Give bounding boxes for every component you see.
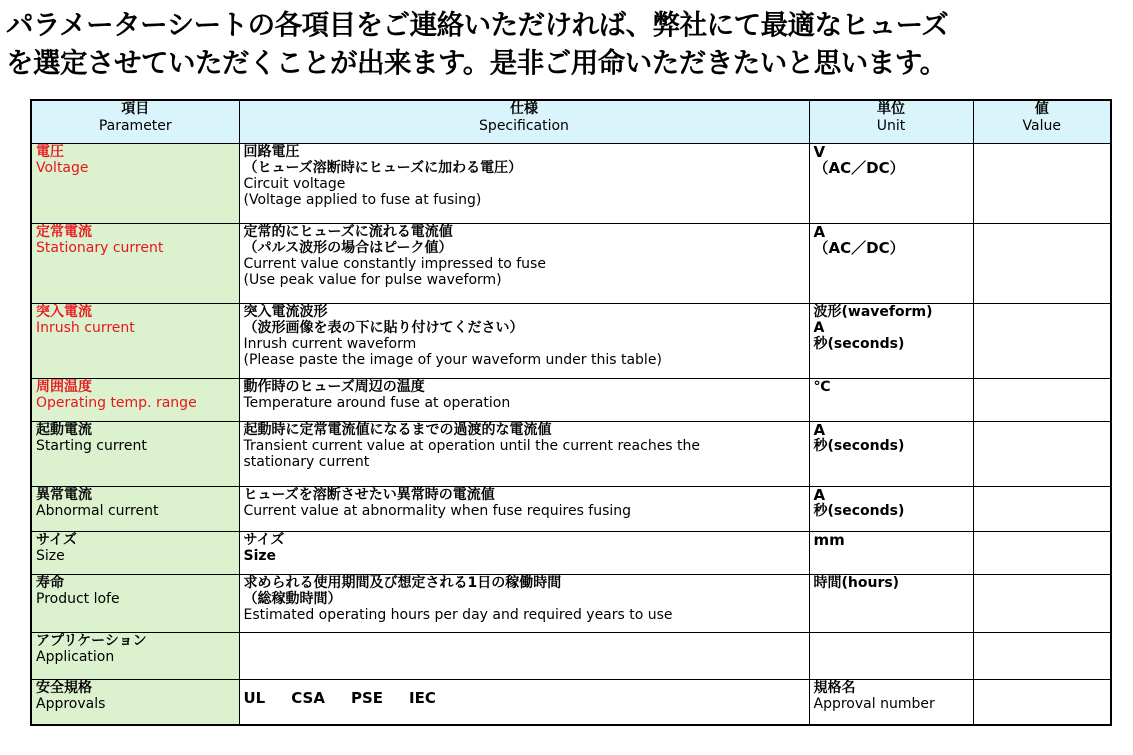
intro-line-1: パラメーターシートの各項目をご連絡いただければ、弊社にて最適なヒューズ [6, 9, 949, 41]
spec-line: （波形画像を表の下に貼り付けてください） [243, 320, 524, 336]
param-ja: 電圧 [36, 144, 64, 160]
param-ja: 異常電流 [36, 487, 92, 503]
spec-line: (Please paste the image of your waveform under this table) [243, 352, 662, 368]
spec-line: (Use peak value for pulse waveform) [243, 272, 502, 288]
header-value-ja: 値 [1034, 101, 1049, 117]
spec-line: 求められる使用期間及び想定される1日の稼働時間 [243, 575, 562, 591]
spec-cell [239, 379, 809, 422]
header-unit-en: Unit [876, 118, 906, 134]
param-ja: 安全規格 [36, 680, 92, 696]
value-input-cell[interactable] [973, 487, 1111, 532]
header-parameter-ja: 項目 [121, 101, 150, 117]
approvals-list [244, 680, 805, 706]
unit-cell [809, 487, 973, 532]
value-input-cell[interactable] [973, 532, 1111, 575]
param-ja: 起動電流 [36, 422, 92, 438]
spec-line: Size [243, 548, 277, 564]
unit-line: （AC／DC） [813, 159, 905, 177]
spec-input-cell[interactable] [239, 633, 809, 680]
param-ja: サイズ [36, 532, 77, 548]
table-row-operating-temp [31, 379, 1111, 422]
spec-cell [239, 575, 809, 633]
spec-line: Estimated operating hours per day and required years to use [243, 607, 673, 623]
spec-line: Temperature around fuse at operation [243, 395, 511, 411]
spec-cell [239, 422, 809, 487]
spec-line: （ヒューズ溶断時にヒューズに加わる電圧） [243, 160, 523, 176]
spec-line: Current value at abnormality when fuse requires fusing [243, 503, 632, 519]
spec-cell [239, 304, 809, 379]
unit-line: V [813, 143, 826, 161]
spec-line: 起動時に定常電流値になるまでの過渡的な電流値 [243, 422, 552, 438]
table-row-application [31, 633, 1111, 680]
param-en: Approvals [36, 696, 106, 712]
spec-line: 定常的にヒューズに流れる電流値 [243, 224, 453, 240]
value-input-cell[interactable] [973, 680, 1111, 725]
table-row-abnormal-current [31, 487, 1111, 532]
spec-cell [239, 532, 809, 575]
param-en: Starting current [36, 438, 147, 454]
unit-cell [809, 304, 973, 379]
unit-line: A [813, 486, 826, 504]
unit-line: A [813, 223, 826, 241]
value-input-cell[interactable] [973, 379, 1111, 422]
unit-line: 秒(seconds) [813, 336, 905, 352]
unit-line: 波形(waveform) [813, 304, 933, 320]
unit-cell [809, 633, 973, 680]
param-ja: 突入電流 [36, 304, 92, 320]
table-header-row [31, 100, 1111, 144]
header-parameter [31, 100, 239, 144]
spec-cell [239, 680, 809, 725]
unit-cell [809, 144, 973, 224]
param-ja: 寿命 [36, 575, 64, 591]
header-specification-ja: 仕様 [510, 101, 538, 117]
param-cell [31, 144, 239, 224]
unit-line: Approval number [813, 696, 935, 712]
intro-line-2: を選定させていただくことが出来ます。是非ご用命いただきたいと思います。 [6, 47, 947, 79]
value-input-cell[interactable] [973, 575, 1111, 633]
spec-line: Transient current value at operation until the current reaches the [243, 438, 701, 454]
value-input-cell[interactable] [973, 224, 1111, 304]
spec-line: （パルス波形の場合はピーク値） [243, 240, 453, 256]
unit-line: ℃ [813, 379, 831, 395]
parameter-sheet-table [30, 99, 1112, 726]
param-cell [31, 633, 239, 680]
value-input-cell[interactable] [973, 422, 1111, 487]
spec-line: サイズ [243, 532, 285, 548]
spec-line: (Voltage applied to fuse at fusing) [243, 192, 482, 208]
value-input-cell[interactable] [973, 304, 1111, 379]
param-cell [31, 379, 239, 422]
spec-line: ヒューズを溶断させたい異常時の電流値 [243, 487, 495, 503]
value-input-cell[interactable] [973, 633, 1111, 680]
unit-cell [809, 422, 973, 487]
unit-line: 秒(seconds) [813, 438, 905, 454]
param-cell [31, 224, 239, 304]
table-row-voltage [31, 144, 1111, 224]
unit-line: 時間(hours) [813, 575, 900, 591]
spec-cell [239, 144, 809, 224]
param-cell [31, 575, 239, 633]
param-en: Voltage [36, 160, 89, 176]
unit-line: （AC／DC） [813, 239, 905, 257]
approval-iec[interactable]: IEC [409, 689, 436, 707]
approval-csa[interactable]: CSA [291, 689, 325, 707]
table-row-inrush-current [31, 304, 1111, 379]
header-value [973, 100, 1111, 144]
spec-line: 回路電圧 [243, 144, 300, 160]
table-row-size [31, 532, 1111, 575]
header-value-en: Value [1022, 118, 1061, 134]
spec-line: stationary current [243, 454, 370, 470]
param-en: Inrush current [36, 320, 135, 336]
unit-cell [809, 532, 973, 575]
param-cell [31, 304, 239, 379]
table-row-approvals [31, 680, 1111, 725]
spec-line: （総稼動時間） [243, 591, 342, 607]
param-ja: 定常電流 [36, 224, 92, 240]
spec-cell [239, 487, 809, 532]
unit-line: mm [813, 531, 845, 549]
table-row-stationary-current [31, 224, 1111, 304]
spec-line: 動作時のヒューズ周辺の温度 [243, 379, 425, 395]
header-parameter-en: Parameter [98, 118, 172, 134]
header-unit [809, 100, 973, 144]
unit-cell [809, 680, 973, 725]
param-cell [31, 532, 239, 575]
spec-line: Circuit voltage [243, 176, 346, 192]
unit-line: A [813, 320, 825, 336]
unit-cell [809, 224, 973, 304]
unit-line: A [813, 421, 826, 439]
approval-pse[interactable]: PSE [350, 689, 383, 707]
spec-line: 突入電流波形 [243, 304, 328, 320]
spec-line: Inrush current waveform [243, 336, 417, 352]
spec-line: Current value constantly impressed to fuse [243, 256, 546, 272]
unit-cell [809, 575, 973, 633]
param-ja: アプリケーション [36, 633, 147, 649]
param-en: Product lofe [36, 591, 120, 607]
param-cell [31, 422, 239, 487]
param-en: Operating temp. range [36, 395, 197, 411]
param-en: Application [36, 649, 115, 665]
spec-cell [239, 224, 809, 304]
table-row-product-life [31, 575, 1111, 633]
param-cell [31, 680, 239, 725]
param-en: Abnormal current [36, 503, 159, 519]
param-cell [31, 487, 239, 532]
unit-line: 秒(seconds) [813, 503, 905, 519]
param-en: Size [36, 548, 65, 564]
unit-line: 規格名 [813, 680, 856, 696]
param-en: Stationary current [36, 240, 164, 256]
header-specification [239, 100, 809, 144]
table-row-starting-current [31, 422, 1111, 487]
value-input-cell[interactable] [973, 144, 1111, 224]
param-ja: 周囲温度 [36, 379, 92, 395]
intro-text [6, 6, 1128, 82]
approval-ul[interactable]: UL [243, 689, 266, 707]
unit-cell [809, 379, 973, 422]
header-unit-ja: 単位 [877, 101, 905, 117]
header-specification-en: Specification [479, 118, 569, 134]
